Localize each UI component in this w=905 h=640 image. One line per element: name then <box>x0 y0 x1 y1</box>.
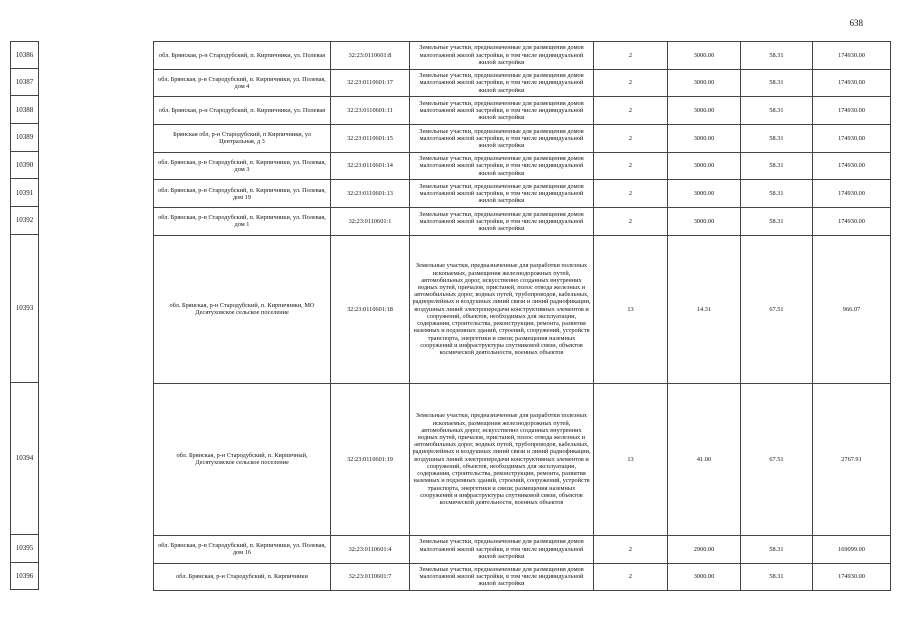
land-registry-table <box>153 41 891 591</box>
address-cell: обл. Брянская, р-н Стародубский, п. Кирпичный, Десятуховское сельское поселение <box>154 383 331 535</box>
address-cell: обл. Брянская, р-н Стародубский, п. Кирпичники, ул. Полевая, дом 1 <box>154 208 331 236</box>
group-cell: 2 <box>594 69 668 97</box>
cadastral-value-cell: 174930.00 <box>813 208 891 236</box>
cadastral-number-cell: 32:23:0110601:13 <box>331 180 410 208</box>
area-cell: 3000.00 <box>668 69 741 97</box>
row-number: 10389 <box>10 124 39 152</box>
table-row <box>154 42 891 70</box>
rate-cell: 58.31 <box>741 152 813 180</box>
area-cell: 41.00 <box>668 383 741 535</box>
row-number-column <box>10 41 39 590</box>
land-use-cell: Земельные участки, предназначенные для разработки полезных ископаемых, размещения железнодорожных путей, автомобильных дорог, искусственно созданных внутренних водных путей, причалов, пристаней, полос отвода железных и автомобильных дорог, водных путей, трубопроводов, кабельных, радиорелейных и воздушных линий связи и линий радиофикации, воздушных линий электропередачи конструктивных элементов и сооружений, объектов, необходимых для эксплуатации, содержания, строительства, реконструкции, ремонта, развития наземных и подземных зданий, строений, сооружений, устройств транспорта, энергетики и связи; размещения наземных сооружений и инфраструктуры спутниковой связи, объектов космической деятельности, военных объектов <box>410 383 594 535</box>
group-cell: 2 <box>594 97 668 125</box>
address-cell: обл. Брянская, р-н Стародубский, п. Кирпичники, ул. Полевая <box>154 42 331 70</box>
table-row <box>154 180 891 208</box>
cadastral-number-cell: 32:23:0110601:17 <box>331 69 410 97</box>
cadastral-value-cell: 174930.00 <box>813 180 891 208</box>
table-row <box>154 535 891 563</box>
rate-cell: 58.31 <box>741 208 813 236</box>
table-row <box>154 235 891 383</box>
cadastral-number-cell: 32:23:0110601:18 <box>331 235 410 383</box>
row-number: 10386 <box>10 41 39 69</box>
cadastral-value-cell: 174930.00 <box>813 152 891 180</box>
cadastral-number-cell: 32:23:0110601:14 <box>331 152 410 180</box>
group-cell: 2 <box>594 152 668 180</box>
address-cell: обл. Брянская, р-н Стародубский, п. Кирпичники, ул. Полевая <box>154 97 331 125</box>
table-row <box>154 97 891 125</box>
rate-cell: 58.31 <box>741 180 813 208</box>
cadastral-value-cell: 174930.00 <box>813 42 891 70</box>
cadastral-number-cell: 32:23:0110601:11 <box>331 97 410 125</box>
land-use-cell: Земельные участки, предназначенные для размещения домов малоэтажной жилой застройки, в том числе индивидуальной жилой застройки <box>410 208 594 236</box>
address-cell: Брянская обл, р-н Стародубский, п Кирпичники, ул Центральная, д 3 <box>154 125 331 153</box>
group-cell: 2 <box>594 125 668 153</box>
group-cell: 2 <box>594 208 668 236</box>
area-cell: 3000.00 <box>668 152 741 180</box>
cadastral-value-cell: 174930.00 <box>813 97 891 125</box>
land-use-cell: Земельные участки, предназначенные для размещения домов малоэтажной жилой застройки, в том числе индивидуальной жилой застройки <box>410 535 594 563</box>
cadastral-number-cell: 32:23:0110601:4 <box>331 535 410 563</box>
area-cell: 3000.00 <box>668 125 741 153</box>
rate-cell: 58.31 <box>741 69 813 97</box>
land-use-cell: Земельные участки, предназначенные для размещения домов малоэтажной жилой застройки, в том числе индивидуальной жилой застройки <box>410 42 594 70</box>
land-use-cell: Земельные участки, предназначенные для разработки полезных ископаемых, размещения железнодорожных путей, автомобильных дорог, искусственно созданных внутренних водных путей, причалов, пристаней, полос отвода железных и автомобильных дорог, водных путей, трубопроводов, кабельных, радиорелейных и воздушных линий связи и линий радиофикации, воздушных линий электропередачи конструктивных элементов и сооружений, объектов, необходимых для эксплуатации, содержания, строительства, реконструкции, ремонта, развития наземных и подземных зданий, строений, сооружений, устройств транспорта, энергетики и связи; размещения наземных сооружений и инфраструктуры спутниковой связи, объектов космической деятельности, военных объектов <box>410 235 594 383</box>
cadastral-number-cell: 32:23:0110601:8 <box>331 42 410 70</box>
land-use-cell: Земельные участки, предназначенные для размещения домов малоэтажной жилой застройки, в том числе индивидуальной жилой застройки <box>410 180 594 208</box>
group-cell: 2 <box>594 563 668 591</box>
address-cell: обл. Брянская, р-н Стародубский, п. Кирпичники, ул. Полевая, дом 4 <box>154 69 331 97</box>
land-use-cell: Земельные участки, предназначенные для размещения домов малоэтажной жилой застройки, в том числе индивидуальной жилой застройки <box>410 125 594 153</box>
rate-cell: 67.51 <box>741 383 813 535</box>
cadastral-number-cell: 32:23:0110601:1 <box>331 208 410 236</box>
area-cell: 14.31 <box>668 235 741 383</box>
address-cell: обл. Брянская, р-н Стародубский, п. Кирпичники, ул. Полевая, дом 3 <box>154 152 331 180</box>
group-cell: 2 <box>594 535 668 563</box>
cadastral-value-cell: 169099.00 <box>813 535 891 563</box>
group-cell: 13 <box>594 235 668 383</box>
land-use-cell: Земельные участки, предназначенные для размещения домов малоэтажной жилой застройки, в том числе индивидуальной жилой застройки <box>410 563 594 591</box>
rate-cell: 58.31 <box>741 97 813 125</box>
address-cell: обл. Брянская, р-н Стародубский, п. Кирпичники <box>154 563 331 591</box>
cadastral-value-cell: 174930.00 <box>813 69 891 97</box>
group-cell: 13 <box>594 383 668 535</box>
row-number: 10388 <box>10 96 39 124</box>
area-cell: 3000.00 <box>668 42 741 70</box>
cadastral-value-cell: 174930.00 <box>813 563 891 591</box>
page-number: 638 <box>849 18 863 28</box>
row-number: 10394 <box>10 383 39 535</box>
rate-cell: 67.51 <box>741 235 813 383</box>
table-row <box>154 152 891 180</box>
address-cell: обл. Брянская, р-н Стародубский, п. Кирпичники, ул. Полевая, дом 16 <box>154 535 331 563</box>
group-cell: 2 <box>594 180 668 208</box>
row-number: 10395 <box>10 535 39 563</box>
cadastral-value-cell: 174930.00 <box>813 125 891 153</box>
table-row <box>154 563 891 591</box>
address-cell: обл. Брянская, р-н Стародубский, п. Кирпичники, ул. Полевая, дом 19 <box>154 180 331 208</box>
area-cell: 3000.00 <box>668 563 741 591</box>
rate-cell: 58.31 <box>741 42 813 70</box>
table-row <box>154 383 891 535</box>
row-number: 10391 <box>10 179 39 207</box>
land-use-cell: Земельные участки, предназначенные для размещения домов малоэтажной жилой застройки, в том числе индивидуальной жилой застройки <box>410 152 594 180</box>
row-number: 10396 <box>10 563 39 591</box>
cadastral-number-cell: 32:23:0110601:19 <box>331 383 410 535</box>
row-number: 10393 <box>10 235 39 383</box>
table-row <box>154 208 891 236</box>
row-number: 10392 <box>10 207 39 235</box>
area-cell: 3000.00 <box>668 97 741 125</box>
land-use-cell: Земельные участки, предназначенные для размещения домов малоэтажной жилой застройки, в том числе индивидуальной жилой застройки <box>410 97 594 125</box>
rate-cell: 58.31 <box>741 125 813 153</box>
area-cell: 3000.00 <box>668 180 741 208</box>
table-row <box>154 69 891 97</box>
row-number: 10390 <box>10 152 39 180</box>
area-cell: 2900.00 <box>668 535 741 563</box>
address-cell: обл. Брянская, р-н Стародубский, п. Кирпичники, МО Десятуховское сельское поселение <box>154 235 331 383</box>
area-cell: 3000.00 <box>668 208 741 236</box>
rate-cell: 58.31 <box>741 535 813 563</box>
group-cell: 2 <box>594 42 668 70</box>
cadastral-number-cell: 32:23:0110601:7 <box>331 563 410 591</box>
cadastral-number-cell: 32:23:0110601:15 <box>331 125 410 153</box>
cadastral-value-cell: 2767.91 <box>813 383 891 535</box>
land-use-cell: Земельные участки, предназначенные для размещения домов малоэтажной жилой застройки, в том числе индивидуальной жилой застройки <box>410 69 594 97</box>
cadastral-value-cell: 966.07 <box>813 235 891 383</box>
rate-cell: 58.31 <box>741 563 813 591</box>
table-row <box>154 125 891 153</box>
row-number: 10387 <box>10 69 39 97</box>
